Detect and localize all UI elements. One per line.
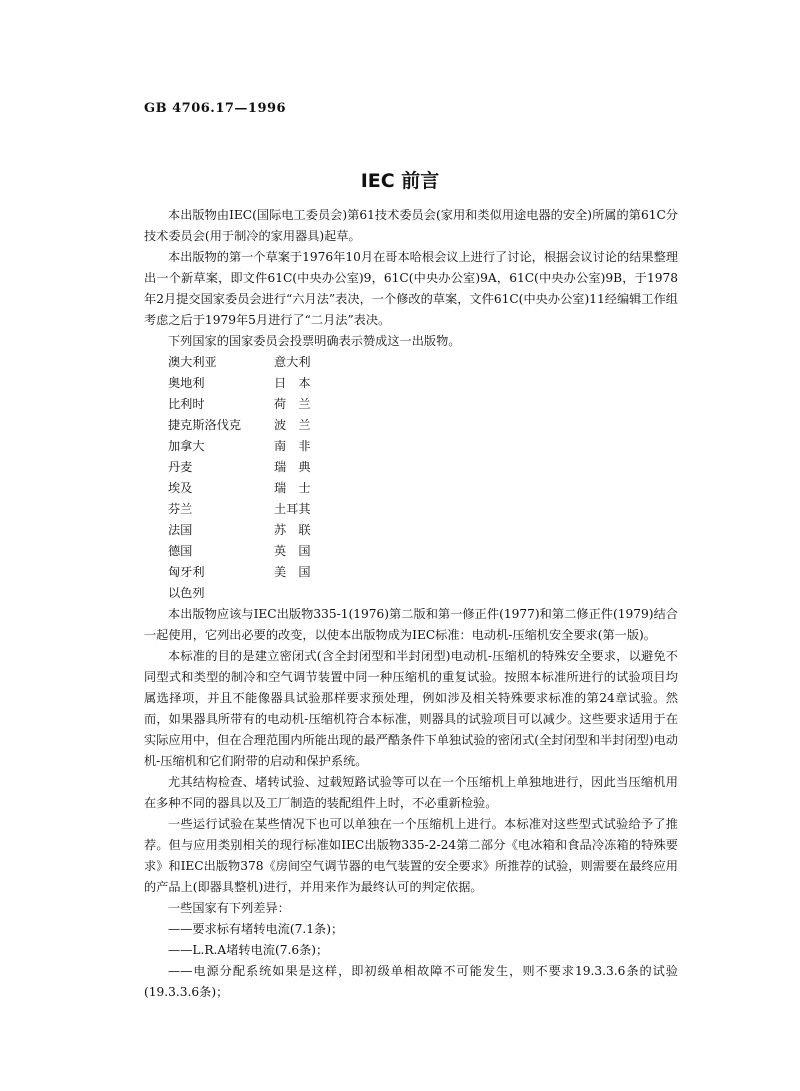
country-row [168,457,374,478]
country-name: 匈牙利 [168,565,205,579]
paragraph: 本标准的目的是建立密闭式(含全封闭型和半封闭型)电动机-压缩机的特殊安全要求，以避免不同型式和类型的制冷和空气调节装置中同一种压缩机的重复试验。按照本标准所进行的试验项目均属选择项，并且不能像器具试验那样要求预处理，例如涉及相关特殊要求标准的第24章试验。然而，如果器具所带有的电动机-压缩机符合本标准，则器具的试验项目可以减少。这些要求适用于在实际应用中，但在合理范围内所能出现的最严酷条件下单独试验的密闭式(全封闭型和半封闭型)电动机-压缩机和它们附带的启动和保护系统。 [144,649,678,768]
country-name: 法国 [168,523,193,537]
country-name: 土耳其 [274,502,311,516]
paragraph: 本出版物的第一个草案于1976年10月在哥本哈根会议上进行了讨论，根据会议讨论的结果整理出一个新草案，即文件61C(中央办公室)9，61C(中央办公室)9A，61C(中央办公室)9B，于1978年2月提交国家委员会进行“六月法”表决，一个修改的草案，文件61C(中央办公室)11经编辑工作组考虑之后于1979年5月进行了“二月法”表决。 [144,250,678,327]
country-name: 意大利 [274,355,311,369]
country-name: 荷 兰 [274,397,311,411]
country-name [274,583,374,604]
paragraph: 下列国家的国家委员会投票明确表示赞成这一出版物。 [168,334,461,348]
country-row [168,352,374,373]
country-name: 比利时 [168,397,205,411]
standard-code: GB 4706.17—1996 [144,101,287,116]
country-name: 美 国 [274,565,311,579]
country-name: 日 本 [274,376,311,390]
country-row [168,373,374,394]
country-row [168,394,374,415]
country-name: 波 兰 [274,418,311,432]
country-row [168,478,374,499]
country-name: 捷克斯洛伐克 [168,418,242,432]
country-name: 英 国 [274,544,311,558]
country-name: 芬兰 [168,502,193,516]
country-list [168,352,374,604]
country-name: 以色列 [168,586,205,600]
country-name: 德国 [168,544,193,558]
country-row [168,562,374,583]
country-row [168,583,374,604]
paragraph: 一些国家有下列差异： [168,901,290,915]
country-row [168,520,374,541]
country-name: 丹麦 [168,460,193,474]
country-name: 奥地利 [168,376,205,390]
country-name: 加拿大 [168,439,205,453]
paragraph: 尤其结构检查、堵转试验、过载短路试验等可以在一个压缩机上单独地进行，因此当压缩机用在多种不同的器具以及工厂制造的装配组件上时，不必重新检验。 [144,775,678,810]
country-name: 瑞 典 [274,460,311,474]
list-item: ——要求标有堵转电流(7.1条)； [168,922,344,936]
document-body [144,205,678,1003]
page-title: IEC 前言 [360,170,440,192]
country-row [168,436,374,457]
paragraph: 一些运行试验在某些情况下也可以单独在一个压缩机上进行。本标准对这些型式试验给予了推荐。但与应用类别相关的现行标准如IEC出版物335-2-24第二部分《电冰箱和食品冷冻箱的特殊要求》和IEC出版物378《房间空气调节器的电气装置的安全要求》所推荐的试验，则需要在最终应用的产品上(即器具整机)进行，并用来作为最终认可的判定依据。 [144,817,678,894]
country-row [168,499,374,520]
country-name: 苏 联 [274,523,311,537]
country-name: 瑞 士 [274,481,311,495]
country-name: 埃及 [168,481,193,495]
country-name: 南 非 [274,439,311,453]
country-name: 澳大利亚 [168,355,217,369]
paragraph: 本出版物由IEC(国际电工委员会)第61技术委员会(家用和类似用途电器的安全)所属的第61C分技术委员会(用于制冷的家用器具)起草。 [144,208,678,243]
country-row [168,541,374,562]
list-item: ——L.R.A堵转电流(7.6条)； [168,943,329,957]
paragraph: 本出版物应该与IEC出版物335-1(1976)第二版和第一修正件(1977)和第二修正件(1979)结合一起使用，它列出必要的改变，以使本出版物成为IEC标准：电动机-压缩机安全要求(第一版)。 [144,607,678,642]
list-item: ——电源分配系统如果是这样，即初级单相故障不可能发生，则不要求19.3.3.6条的试验(19.3.3.6条)； [144,964,678,999]
country-row [168,415,374,436]
